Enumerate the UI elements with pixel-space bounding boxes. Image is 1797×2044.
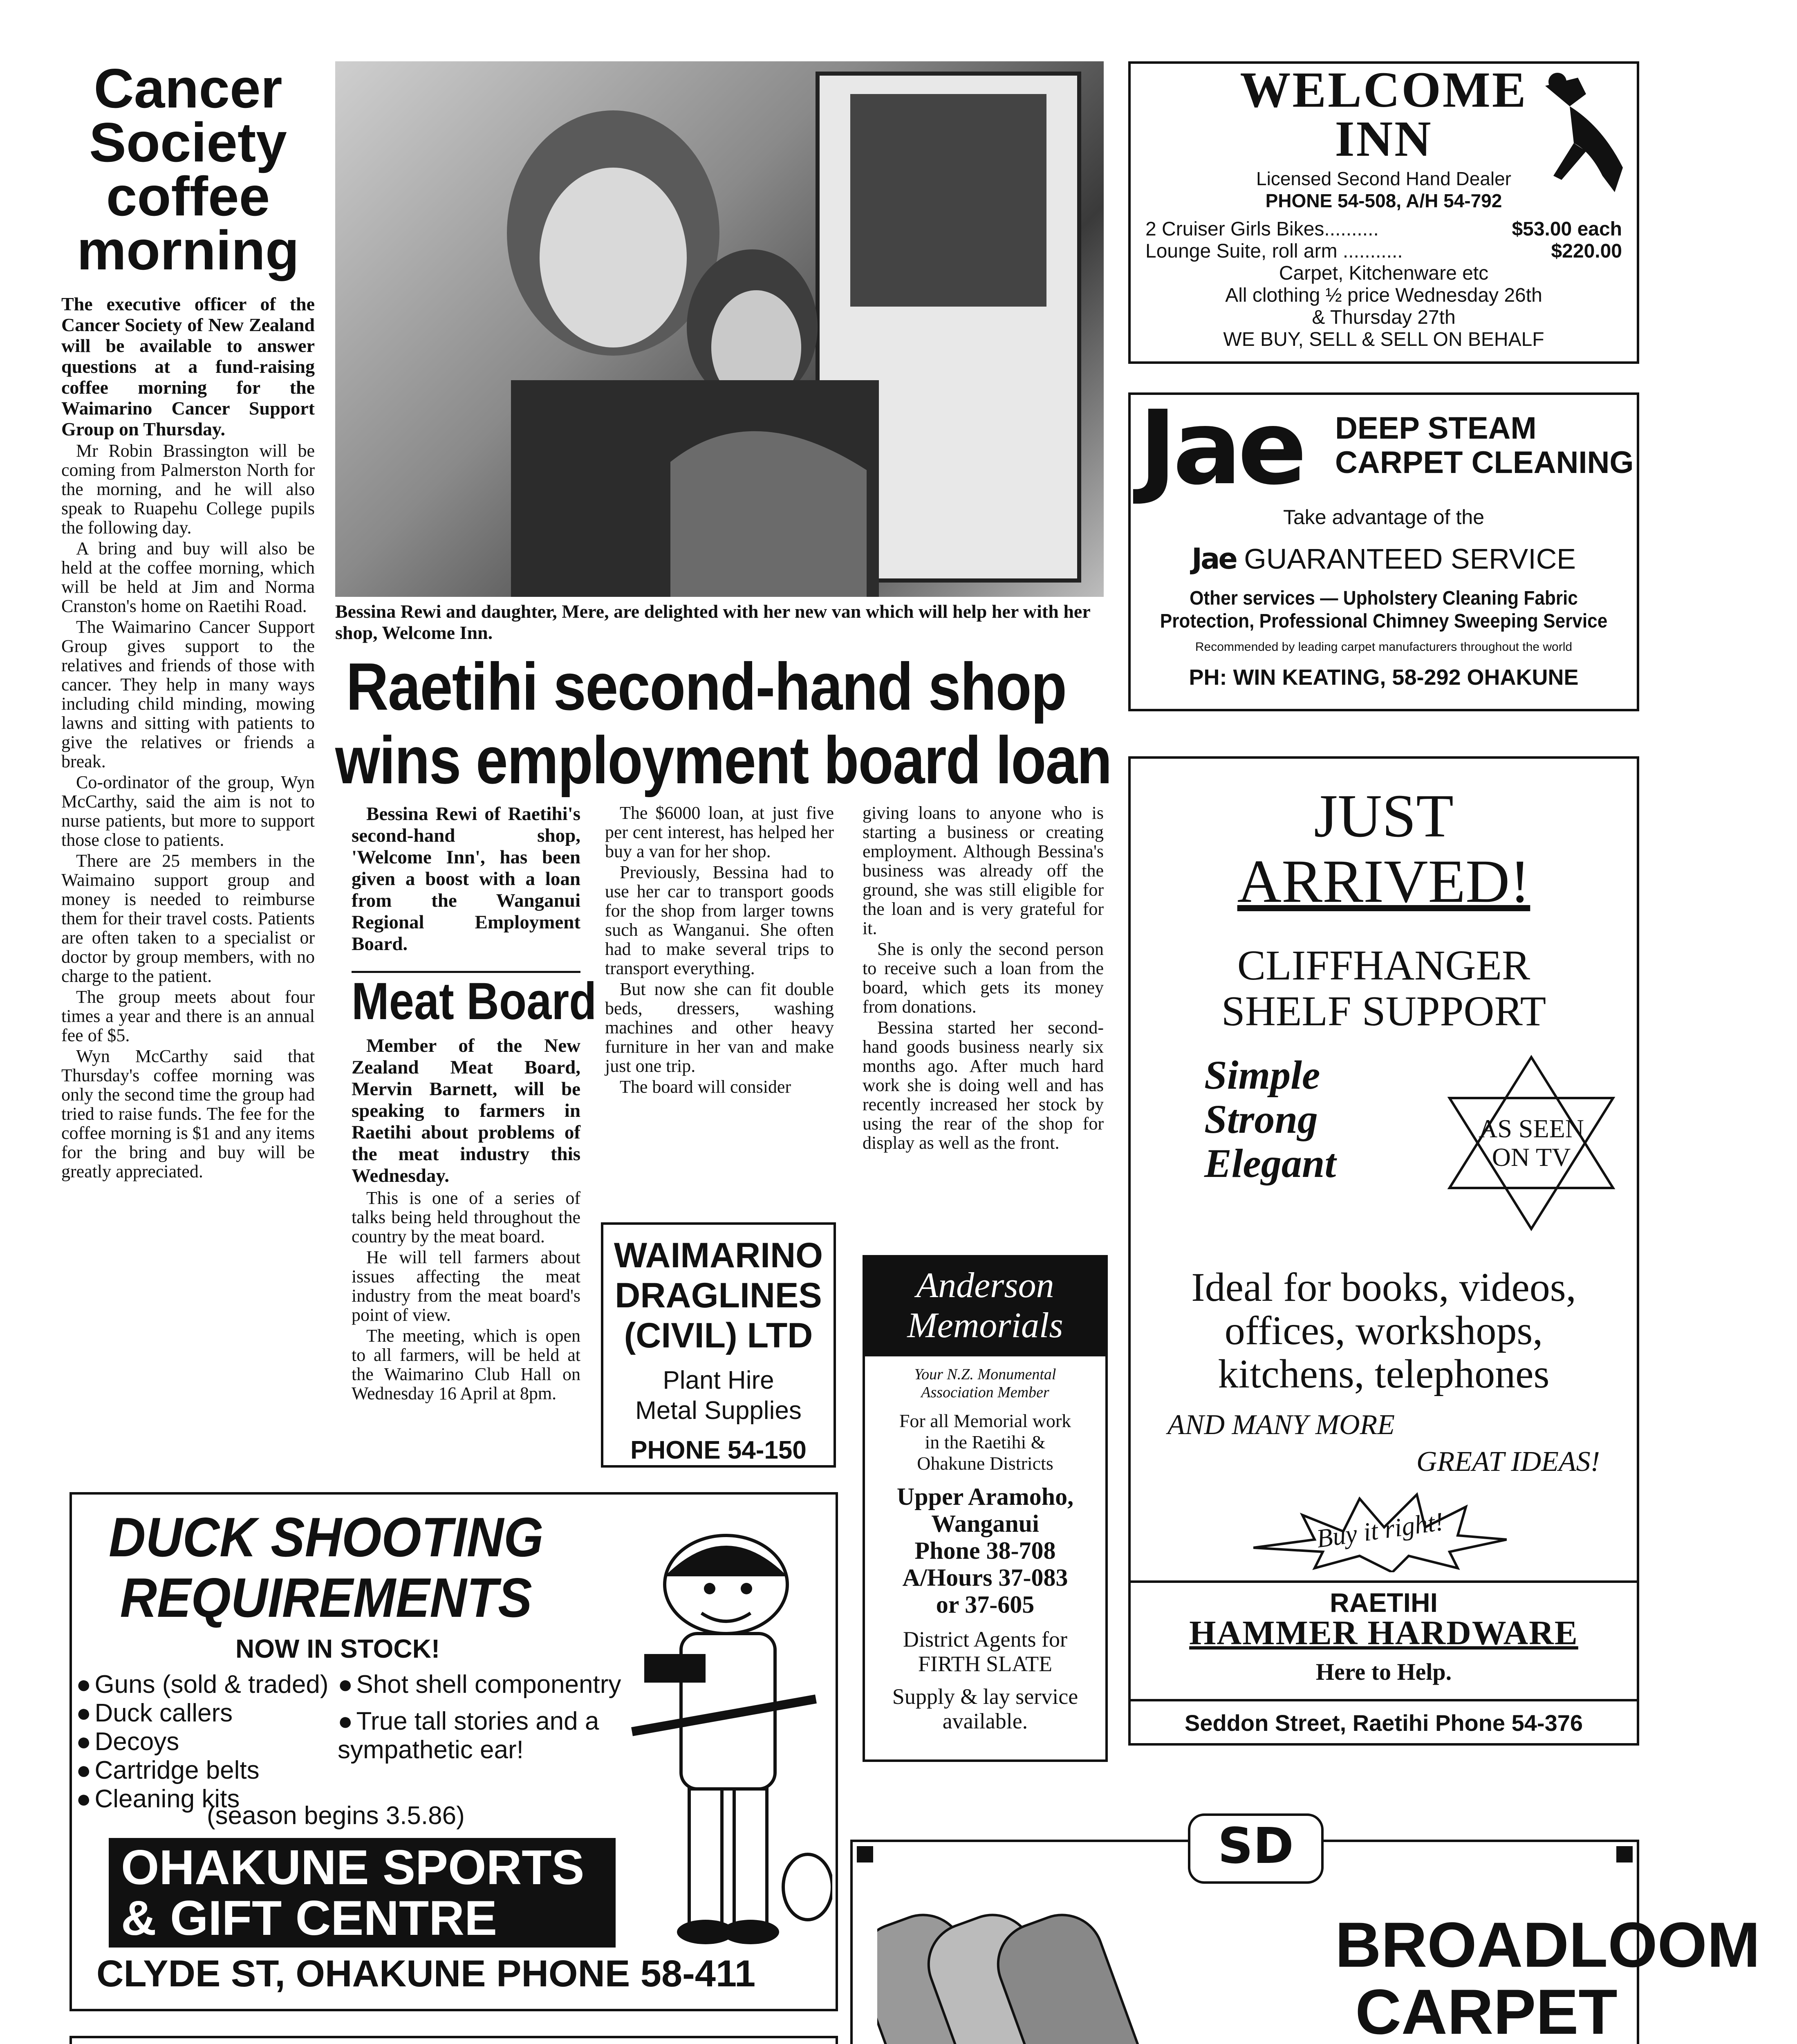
anderson-banner: Anderson Memorials	[865, 1257, 1105, 1356]
cancer-body: The executive officer of the Cancer Society of New Zealand will be available to answer questions at a fund-raising coffee morning for the Waimarino Cancer Support Group on Thursday. Mr Robin Brassington will be coming from Palmerston North for the morning, and he will also speak to Ruapehu College pupils the following day. A bring and buy will also be held at the coffee morning, which will be held at Jim and Norma Cranston's home on Raetihi Road. The Waimarino Cancer Support Group gives support to the relatives and friends of those with cancer. They help in many ways including child minding, mowing lawns and sitting with patients to give the relatives or friends a break. Co-ordinator of the group, Wyn McCarthy, said the aim is not to nurse patients, but more to support those close to patients. There are 25 members in the Waimaino support group and money is needed to reimburse them for their travel costs. Patients are often taken to a specialist or doctor by group members, with no charge to the patient. The group meets about four times a year and there is an annual fee of $5. Wyn McCarthy said that Thursday's coffee morning was only the second time the group had tried to raise funds. The fee for the coffee morning is $1 and any items for the bring and buy will be greatly appreciated.	[61, 294, 315, 1181]
museum-ad	[69, 2036, 838, 2044]
welcome-inn-ad: WELCOME INN Licensed Second Hand Dealer PHONE 54-508, A/H 54-792 2 Cruiser Girls Bikes.......... $53.00 each Lounge Suite, roll arm ........... $220.00 Carpet, Kitchenware etc All clothing ½ price Wednesday 26th & Thursday 27th WE BUY, SELL & SELL ON BEHALF	[1128, 61, 1639, 364]
hammer-address: Seddon Street, Raetihi Phone 54-376	[1131, 1699, 1637, 1736]
dancing-figure-icon	[1529, 69, 1635, 200]
draglines-phone: PHONE 54-150	[630, 1436, 807, 1464]
hunter-cartoon-icon	[620, 1519, 832, 1969]
raetihi-col3: giving loans to anyone who is starting a business or creating employment. Although Bessina's business was already off the ground, she was still eligible for the loan and is very grateful for it. She is only the second person to receive such a loan from the board, which gets its money from donations. Bessina started her second-hand goods business nearly six months ago. After much hard work she is doing well and has recently increased her stock by using the rear of the shop for display as well as the front.	[863, 803, 1104, 1153]
photo-caption: Bessina Rewi and daughter, Mere, are delighted with her new van which will help her with her shop, Welcome Inn.	[335, 601, 1090, 643]
cancer-article	[61, 57, 315, 1472]
duck-left-list: ● Guns (sold & traded) ● Duck callers ● Decoys ● Cartridge belts ● Cleaning kits	[76, 1670, 329, 1813]
raetihi-headline: Raetihi second-hand shop wins employment board loan	[335, 649, 1111, 798]
jae-guaranteed: Jae GUARANTEED SERVICE	[1192, 542, 1576, 576]
corner-square-tr	[1616, 1846, 1633, 1862]
van-photo	[335, 61, 1104, 597]
duck-address: CLYDE ST, OHAKUNE PHONE 58-411	[96, 1953, 756, 1995]
draglines-ad: WAIMARINO DRAGLINES (CIVIL) LTD Plant Hire Metal Supplies PHONE 54-150	[601, 1222, 836, 1468]
welcome-item-0: 2 Cruiser Girls Bikes.......... $53.00 each	[1145, 218, 1622, 240]
jae-ad: Jae DEEP STEAM CARPET CLEANING Take advantage of the Jae GUARANTEED SERVICE Other services — Upholstery Cleaning Fabric Protection, Professional Chimney Sweeping Service Recommended by leading carpet manufacturers throughout the world PH: WIN KEATING, 58-292 OHAKUNE	[1128, 392, 1639, 711]
sd-logo: SD	[1188, 1813, 1324, 1884]
duck-store-banner: OHAKUNE SPORTS & GIFT CENTRE	[109, 1838, 616, 1948]
meat-lead: Member of the New Zealand Meat Board, Mervin Barnett, will be speaking to farmers in Raetihi about problems of the meat industry this Wednesday.	[352, 1035, 580, 1186]
corner-square-tl	[857, 1846, 873, 1862]
carpet-rolls-illustration	[877, 1903, 1347, 2044]
as-seen-on-tv-star: AS SEEN ON TV	[1441, 1053, 1621, 1233]
cancer-headline: Cancer Society coffee morning	[77, 57, 299, 281]
raetihi-col2: The $6000 loan, at just five per cent interest, has helped her buy a van for her shop. Previously, Bessina had to use her car to transport goods for the shop from larger towns such as Wanganui. She often had to make several trips to transport everything. But now she can fit double beds, dressers, washing machines and other heavy furniture in her van and make just one trip. The board will consider	[605, 803, 834, 1097]
carpet-ad: SD BROADLOOM CARPET	[850, 1840, 1639, 2044]
raetihi-lead: Bessina Rewi of Raetihi's second-hand shop, 'Welcome Inn', has been given a boost with a loan from the Wanganui Regional Employment Board.	[352, 803, 580, 955]
buy-it-right-burst: Buy it right!	[1253, 1490, 1507, 1572]
meat-board-article: Meat Board Member of the New Zealand Meat Board, Mervin Barnett, will be speaking to farmers in Raetihi about problems of the meat industry this Wednesday. This is one of a series of talks being held throughout the country by the meat board. He will tell farmers about issues affecting the meat industry from the meat board's point of view. The meeting, which is open to all farmers, will be held at the Waimarino Club Hall on Wednesday 16 April at 8pm.	[352, 971, 580, 1405]
photo-illustration	[335, 61, 1104, 597]
raetihi-col1	[352, 803, 580, 957]
jae-phone: PH: WIN KEATING, 58-292 OHAKUNE	[1189, 665, 1579, 690]
welcome-item-1: Lounge Suite, roll arm ........... $220.00	[1145, 240, 1622, 262]
duck-shooting-ad: DUCK SHOOTING REQUIREMENTS NOW IN STOCK! ● Guns (sold & traded) ● Duck callers ● Decoys ● Cartridge belts ● Cleaning kits ● Shot shell componentry ● True tall stories and a sympathetic ear! (season begins 3.5.86) OHAKUNE SPORTS & GIFT CENTRE CLYDE ST, OHAKUNE PHONE 58-411	[69, 1492, 838, 2011]
hammer-hardware-ad: JUST ARRIVED! CLIFFHANGER SHELF SUPPORT Simple Strong Elegant AS SEEN ON TV Ideal for books, videos, offices, workshops, kitchens, telephones AND MANY MORE GREAT IDEAS! Buy it right! RAETIHI HAMMER HARDWARE Here to Help. Seddon Street, Raetihi Phone 54-376	[1128, 756, 1639, 1746]
duck-right-list: ● Shot shell componentry ● True tall stories and a sympathetic ear!	[338, 1670, 657, 1764]
jae-logo: Jae	[1139, 388, 1303, 507]
meat-headline: Meat Board	[352, 972, 597, 1031]
cancer-lead: The executive officer of the Cancer Society of New Zealand will be available to answer questions at a fund-raising coffee morning for the Waimarino Cancer Support Group on Thursday.	[61, 294, 315, 439]
anderson-ad: Anderson Memorials Your N.Z. Monumental Association Member For all Memorial work in the Raetihi & Ohakune Districts Upper Aramoho, Wanganui Phone 38-708 A/Hours 37-083 or 37-605 District Agents for FIRTH SLATE Supply & lay service available.	[863, 1255, 1108, 1762]
